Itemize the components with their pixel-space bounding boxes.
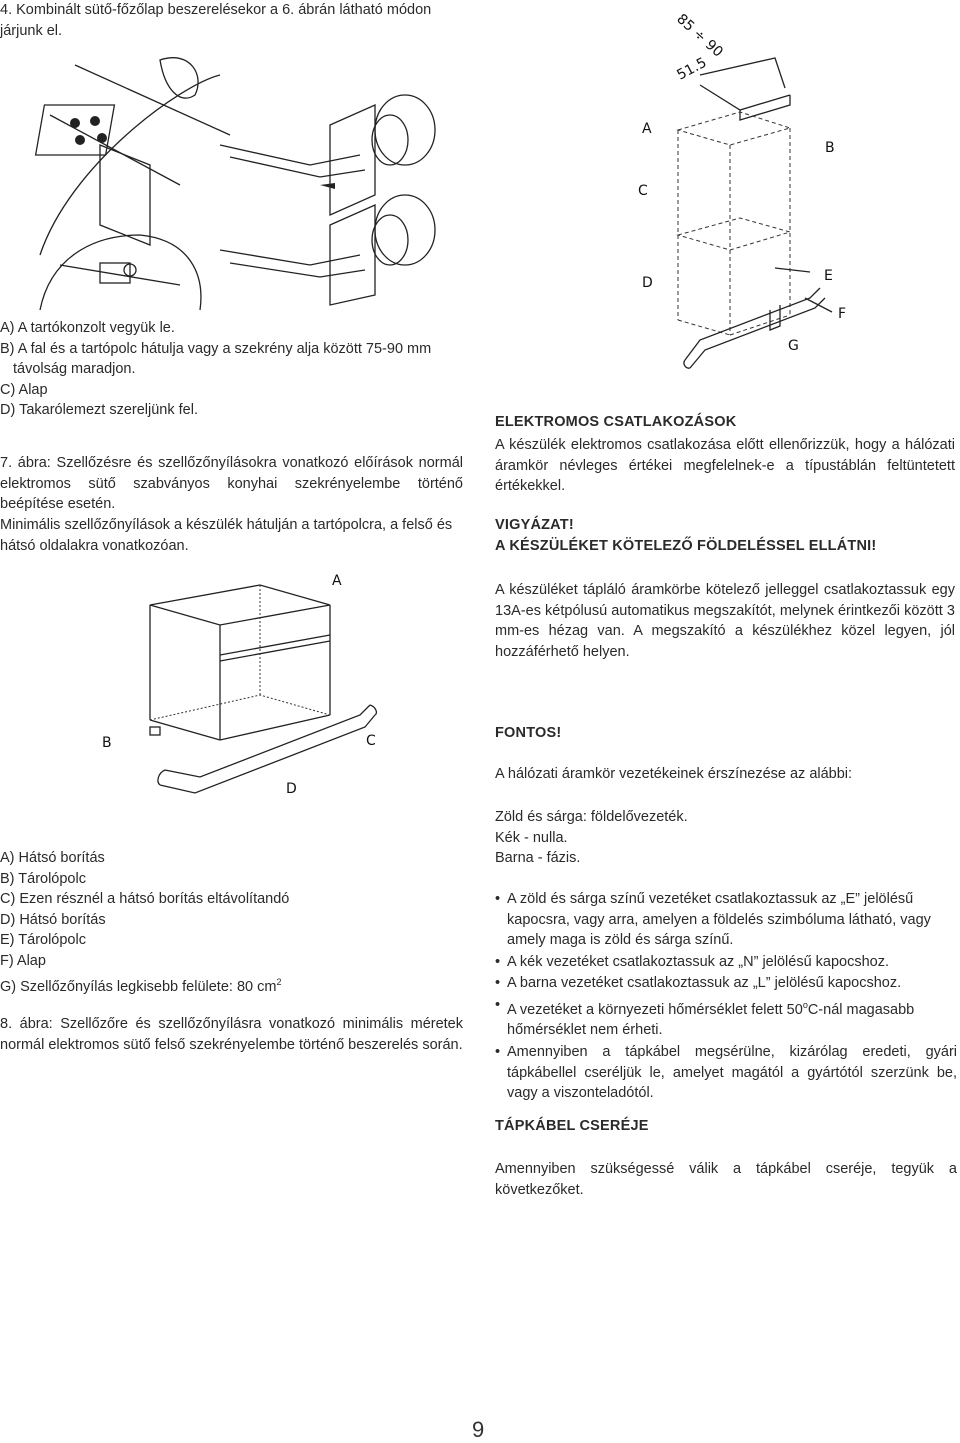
warning-text: A KÉSZÜLÉKET KÖTELEZŐ FÖLDELÉSSEL ELLÁTNI! bbox=[495, 538, 877, 554]
breaker-paragraph: A készüléket tápláló áramkörbe kötelező jelleggel csatlakoztassuk egy 13A-es kétpólusú automatikus megszakítót, melynek érintkezői között 3 mm-es hézag van. A megszakító a készülékhez közel legyen, jól hozzáférhető helyen. bbox=[495, 582, 955, 660]
fig8-label-g: G bbox=[788, 338, 799, 354]
fig6-bracket-lower bbox=[220, 195, 435, 305]
fig7-min-text: Minimális szellőzőnyílások a készülék hátulján a tartópolcra, a felső és hátsó oldalakra vonatkozóan. bbox=[0, 517, 453, 554]
wiring-bullets bbox=[495, 889, 957, 1105]
list-item: C) Ezen résznél a hátsó borítás eltávolítandó bbox=[0, 891, 290, 908]
fig7-label-b: B bbox=[102, 735, 112, 751]
fig7-base-plate bbox=[150, 705, 376, 793]
list-item: • A vezetéket a környezeti hőmérséklet felett 50$^o$C-nál magasabb hőmérséklet nem érheti. bbox=[495, 995, 957, 1041]
fig8-label-a: A bbox=[642, 121, 652, 137]
list-item: A) Hátsó borítás bbox=[0, 850, 105, 866]
fig8-cabinet bbox=[678, 112, 790, 335]
section-heading-cable: TÁPKÁBEL CSERÉJE bbox=[495, 1118, 649, 1134]
list-item: • A barna vezetéket csatlakoztassuk az „L” jelölésű kapocshoz. bbox=[495, 973, 957, 994]
electrical-intro: A készülék elektromos csatlakozása előtt ellenőrizzük, hogy a hálózati áramkör névleges értékei megfelelnek-e a típustáblán feltüntetett értékekkel. bbox=[495, 437, 955, 495]
figure-7-illustration bbox=[90, 565, 470, 810]
list-item: Zöld és sárga: földelővezeték. bbox=[495, 809, 688, 825]
fig6-bracket-upper bbox=[220, 95, 435, 215]
list-item: E) Tárolópolc bbox=[0, 932, 86, 949]
fig8-caption: 8. ábra: Szellőzőre és szellőzőnyílásra vonatkozó minimális méretek normál elektromos sütő felső szekrényelembe történő beszerelés során. bbox=[0, 1016, 463, 1053]
fontos-heading: FONTOS! bbox=[495, 725, 562, 741]
list-fig8 bbox=[0, 848, 463, 997]
fig7-caption: 7. ábra: Szellőzésre és szellőzőnyílásokra vonatkozó előírások normál elektromos sütő szabványos konyhai szekrényelembe történő beépítése esetén. bbox=[0, 455, 463, 513]
fig8-label-c: C bbox=[638, 183, 648, 199]
fig7-label-a: A bbox=[332, 573, 342, 589]
fig8-dim-85-90: 85 ÷ 90 bbox=[673, 11, 726, 61]
figure-6-illustration bbox=[30, 45, 470, 310]
list-item: F) Alap bbox=[0, 952, 46, 969]
section-heading-electrical: ELEKTROMOS CSATLAKOZÁSOK bbox=[495, 414, 737, 430]
fig8-label-e: E bbox=[824, 268, 833, 284]
fig8-top-shelf bbox=[700, 58, 790, 120]
list-item: • A zöld és sárga színű vezetéket csatlakoztassuk az „E” jelölésű kapocsra, vagy arra, amelyen a földelés szimbóluma látható, vagy amely maga is zöld és sárga színű. bbox=[495, 889, 957, 951]
list-fig6 bbox=[0, 318, 440, 421]
fig8-label-d: D bbox=[642, 275, 653, 291]
colors-intro: A hálózati áramkör vezetékeinek érszínezése az alábbi: bbox=[495, 766, 853, 782]
list-item: • Amennyiben a tápkábel megsérülne, kizárólag eredeti, gyári tápkábellel cseréljük le, amelyet magától a gyártótól szerzünk be, vagy a viszonteladótól. bbox=[495, 1042, 957, 1104]
intro-paragraph: 4. Kombinált sütő-főzőlap beszerelésekor a 6. ábrán látható módon járjunk el. bbox=[0, 2, 432, 39]
list-item: B) Tárolópolc bbox=[0, 870, 86, 887]
list-item: Barna - fázis. bbox=[495, 850, 581, 867]
fig7-label-c: C bbox=[366, 733, 376, 749]
figure-8-illustration bbox=[640, 0, 960, 360]
list-item: D) Takarólemezt szereljünk fel. bbox=[0, 402, 198, 419]
colors-list bbox=[495, 807, 955, 869]
page-number: 9 bbox=[472, 1417, 485, 1442]
list-item: • A kék vezetéket csatlakoztassuk az „N” jelölésű kapocshoz. bbox=[495, 952, 957, 973]
list-item: C) Alap bbox=[0, 381, 48, 398]
list-item: D) Hátsó borítás bbox=[0, 911, 106, 928]
fig8-label-f: F bbox=[838, 306, 847, 322]
fig8-dim-51-5: 51.5 bbox=[674, 54, 710, 84]
list-item: G) Szellőzőnyílás legkisebb felülete: 80 $cm^2$ bbox=[0, 976, 282, 995]
fig7-label-d: D bbox=[286, 781, 297, 797]
list-item: Kék - nulla. bbox=[495, 829, 568, 846]
fig6-kitchen-detail bbox=[36, 58, 230, 310]
cable-paragraph: Amennyiben szükségessé válik a tápkábel cseréje, tegyük a következőket. bbox=[495, 1161, 957, 1198]
list-item: B) A fal és a tartópolc hátulja vagy a szekrény alja között 75-90 mm távolság maradjon. bbox=[0, 340, 432, 378]
fig7-box bbox=[150, 585, 330, 740]
fig8-label-b: B bbox=[825, 140, 835, 156]
warning-label: VIGYÁZAT! bbox=[495, 517, 574, 533]
list-item: A) A tartókonzolt vegyük le. bbox=[0, 320, 175, 336]
